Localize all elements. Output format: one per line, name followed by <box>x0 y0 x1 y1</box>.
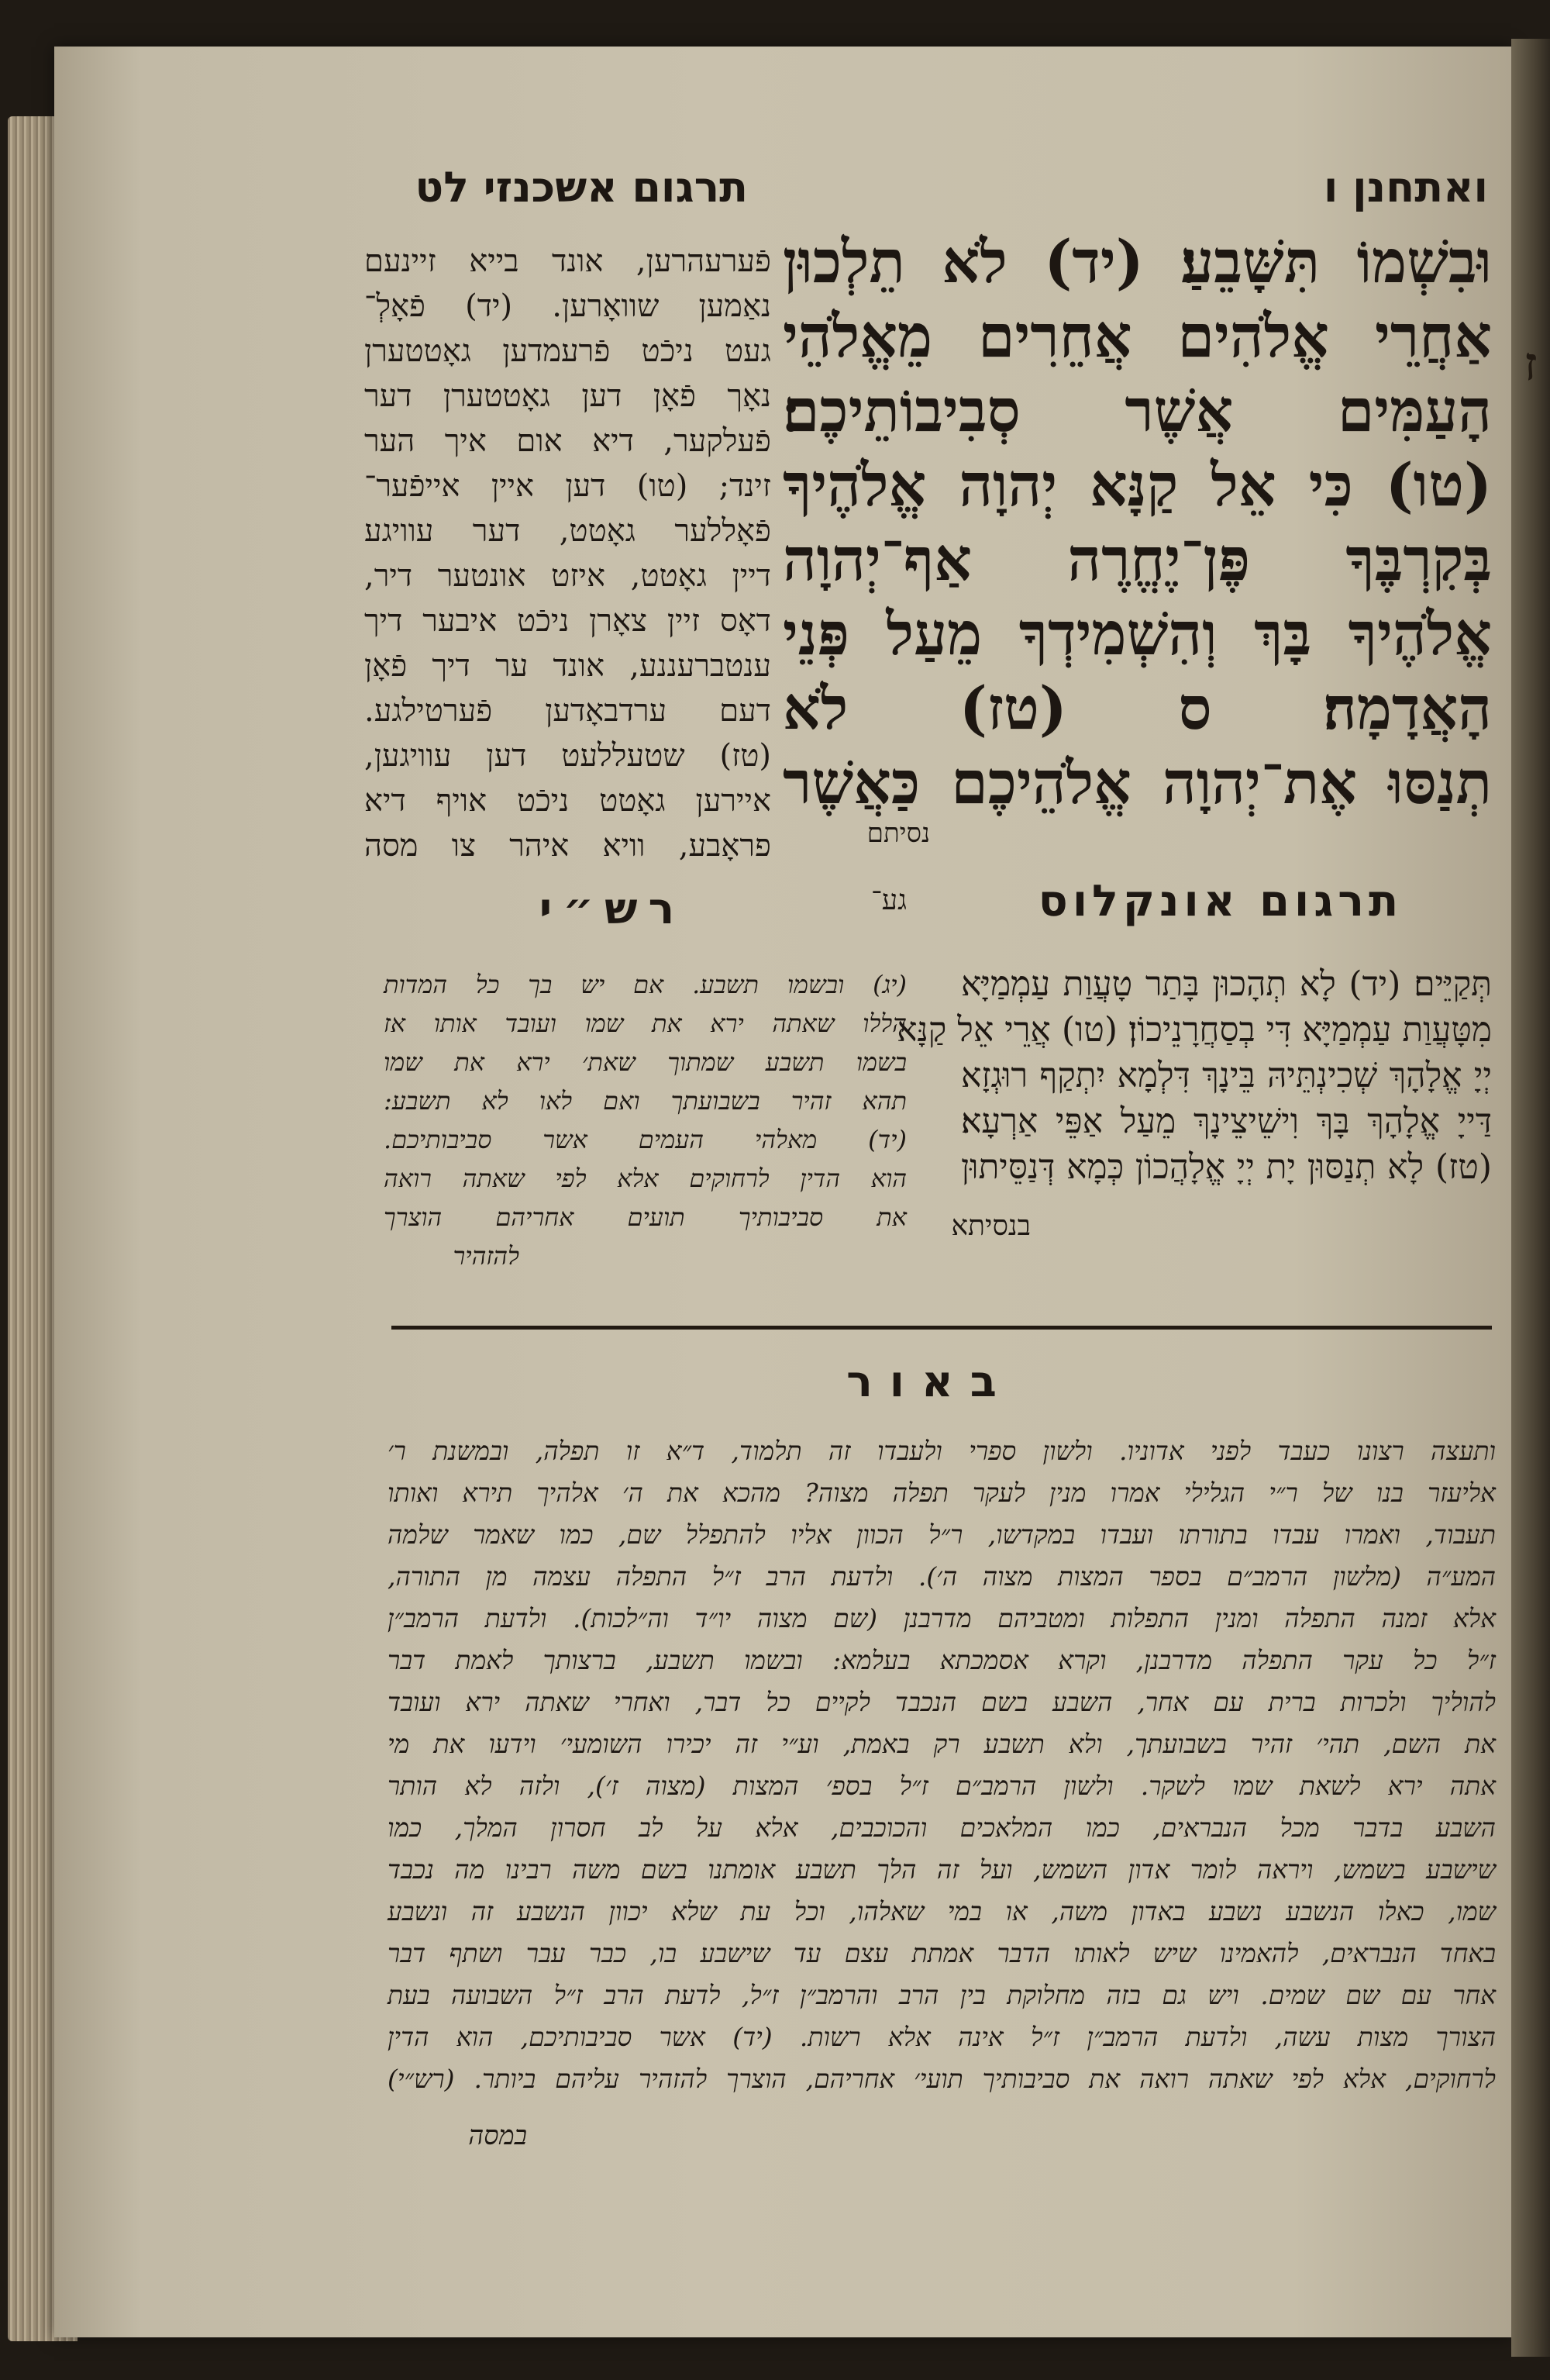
hebrew-verse-line: אַחֲרֵי אֱלֹהִים אֲחֵרִים מֵאֱלֹהֵי <box>783 302 1492 371</box>
biur-line: את השם, תהי׳ זהיר בשבועתך, ולא תשבע רק באמת, וע״י זה יכירו השומעי׳ וידעו את מי <box>388 1729 1496 1759</box>
next-page-fragment: ז <box>1524 337 1538 391</box>
yiddish-line: ענטברעננע, אונד ער דיך פֿאָן <box>364 648 771 684</box>
biur-line: אתה ירא לשאת שמו לשקר. ולשון הרמב״ם ז״ל בספ׳ המצות (מצוה ז׳), ולזה לא הותר <box>388 1771 1496 1801</box>
biur-line: לרחוקים, אלא לפי שאתה רואה את סביבותיך תועי׳ אחריהם, הוצרך להזהיר עליהם ביותר. (רש״י) <box>388 2064 1496 2094</box>
biur-line: שישבע בשמש, ויראה לומר אדון השמש, ועל זה הלך תשבע אומתנו בשם משה רבינו מה נכבד <box>388 1854 1496 1885</box>
biur-title: באור <box>846 1357 1014 1407</box>
rashi-line: תהא זהיר בשבועתך ואם לאו לא תשבע: <box>384 1086 907 1116</box>
yiddish-line: פֿעלקער, דיא אום איך הער <box>364 423 771 459</box>
biur-line: אחר עם שם שמים. ויש גם בזה מחלוקת בין הרב והרמב״ן ז״ל, לדעת הרב ז״ל השבועה בעת <box>388 1980 1496 2010</box>
hebrew-verse-line: אֱלֹהֶיךָ בָּךְ וְהִשְׁמִידְךָ מֵעַל פְּנֵי <box>783 599 1492 668</box>
rashi-title: רש״י <box>539 884 686 934</box>
yiddish-catchword: גע־ <box>870 885 907 916</box>
hebrew-catchword: נסיתם <box>866 818 930 849</box>
biur-line: ותעצה רצונו כעבד לפני אדוניו. ולשון ספרי ולעבדו זה תלמוד, ד״א זו תפלה, ובמשנת ר׳ <box>388 1436 1496 1466</box>
yiddish-line: דיין גאָטט, איזט אונטער דיר, <box>364 558 771 594</box>
rashi-line: (יד) מאלהי העמים אשר סביבותיכם. <box>384 1125 907 1154</box>
hebrew-verse-line: תְנַסּוּ אֶת־יְהוָה אֱלֹהֵיכֶם כַּאֲשֶׁר <box>783 748 1492 817</box>
onkelos-line: מִטָּעֲוַת עַמְמַיָּא דִּי בְסַחֲרָנֵיכוֹן׃ (טו) אֲרֵי אֵל קַנָּא <box>897 1010 1492 1050</box>
section-divider <box>391 1326 1492 1330</box>
hebrew-verse-line: בְּקִרְבֶּךָ פֶּן־יֶחֱרֶה אַף־יְהוָה <box>783 525 1492 594</box>
rashi-line: הוא הדין לרחוקים אלא לפי שאתה רואה <box>384 1164 907 1193</box>
biur-line: באחד הנבראים, להאמינו שיש לאותו הדבר אמתת עצם עד שישבע בו, כבר עבר ושתף דבר <box>388 1938 1496 1968</box>
biur-line: להוליך ולכרות ברית עם אחר, השבע בשם הנכבד לקיים כל דבר, ואחרי שאתה ירא ועובד <box>388 1687 1496 1717</box>
biur-line: אלא זמנה התפלה ומנין התפלות ומטביהם מדרבנן (שם מצוה יו״ד וה״לכות). ולדעת הרמב״ן <box>388 1603 1496 1633</box>
hebrew-verse-line: הָעַמִּים אֲשֶׁר סְבִיבוֹתֵיכֶם׃ <box>783 376 1492 445</box>
onkelos-title: תרגום אונקלוס <box>1038 876 1404 926</box>
onkelos-line: יְיָ אֱלָהָךְ שְׁכִינְתֵּיהּ בֵּינָךְ דִּלְמָא יִתְקַף רוּגְזָא <box>961 1056 1492 1095</box>
header-targum-ashkenazi: תרגום אשכנזי לט <box>415 163 748 212</box>
rashi-line: הללו שאתה ירא את שמו ועובד אותו אז <box>384 1009 907 1038</box>
biur-line: המע״ה (מלשון הרמב״ם בספר המצות מצוה ה׳). ולדעת הרב ז״ל התפלה עצמה מן התורה, <box>388 1561 1496 1592</box>
yiddish-line: פֿאָללער גאָטט, דער עוויגע <box>364 513 771 549</box>
hebrew-verse-line: (טו) כִּי אֵל קַנָּא יְהוָה אֱלֹהֶיךָ <box>783 450 1492 519</box>
rashi-line: להזהיר <box>453 1241 519 1271</box>
yiddish-line: (טז) שטעללעט דען עוויגען, <box>364 738 771 774</box>
rashi-line: (יג) ובשמו תשבע. אם יש בך כל המדות <box>384 970 907 999</box>
yiddish-line: דאָס זיין צאָרן ניכֿט איבער דיך <box>364 603 771 639</box>
biur-catchword: במסה <box>468 2120 527 2151</box>
onkelos-line: תְּקַיֵּים׃ (יד) לָא תְהָכוּן בָּתַר טָעֲוַת עַמְמַיָּא <box>961 964 1492 1004</box>
hebrew-verse-line: הָאֲדָמָה׃ ס (טז) לֹא <box>783 674 1492 743</box>
rashi-line: את סביבותיך תועים אחריהם הוצרך <box>384 1202 907 1232</box>
hebrew-verse-line: וּבִשְׁמוֹ תִּשָּׁבֵעַ׃ (יד) לֹא תֵלְכוּן <box>783 227 1492 296</box>
yiddish-line: פֿערעהרען, אונד בייא זיינעם <box>364 243 771 279</box>
onkelos-catchword: בנסיתא <box>951 1210 1031 1242</box>
onkelos-line: (טז) לָא תְנַסּוּן יָת יְיָ אֱלָהֲכוֹן כְּמָא דְּנַסֵּיתוּן <box>961 1147 1492 1187</box>
biur-line: אליעזר בנו של ר״י הגלילי אמרו מנין לעקר תפלה מצוה? מהכא את ה׳ אלהיך תירא ואותו <box>388 1478 1496 1508</box>
yiddish-line: דעם ערדבאָדען פֿערטילגע. <box>364 693 771 729</box>
yiddish-line: נאָך פֿאָן דען גאָטטערן דער <box>364 378 771 414</box>
biur-line: השבע בדבר מכל הנבראים, כמו המלאכים והכוכבים, אלא על לב חסרון המלך, כמו <box>388 1813 1496 1843</box>
yiddish-line: איירען גאָטט ניכֿט אויף דיא <box>364 783 771 819</box>
rashi-line: בשמו תשבע שמתוך שאת׳ ירא את שמו <box>384 1047 907 1077</box>
yiddish-line: נאַמען שוואָרען. (יד) פֿאָלְ־ <box>364 288 771 324</box>
yiddish-line: פראָבע, וויא איהר צו מסה <box>364 828 771 864</box>
yiddish-line: זינד; (טו) דען איין אייפֿער־ <box>364 468 771 504</box>
biur-line: ז״ל כל עקר התפלה מדרבנן, וקרא אסמכתא בעלמא: ובשמו תשבע, ברצותך לאמת דבר <box>388 1645 1496 1675</box>
biur-line: תעבוד, ואמרו עבדו בתורתו ועבדו במקדשו, ר״ל הכוון אליו להתפלל שם, כמו שאמר שלמה <box>388 1519 1496 1550</box>
biur-line: הצורך מצות עשה, ולדעת הרמב״ן ז״ל אינה אלא רשות. (יד) אשר סביבותיכם, הוא הדין <box>388 2022 1496 2052</box>
onkelos-line: דַּייָ אֱלָהָךְ בָּךְ וִישֵׁיצֵינָךְ מֵעַל אַפֵּי אַרְעָא׃ <box>961 1102 1492 1141</box>
yiddish-line: געט ניכֿט פֿרעמדען גאָטטערן <box>364 333 771 369</box>
biur-line: שמו, כאלו הנשבע נשבע באדון משה, או במי שאלהו, וכל עת שלא יכוון הנשבע זה ונשבע <box>388 1896 1496 1926</box>
header-parasha-title: ואתחנן ו <box>1323 163 1488 212</box>
